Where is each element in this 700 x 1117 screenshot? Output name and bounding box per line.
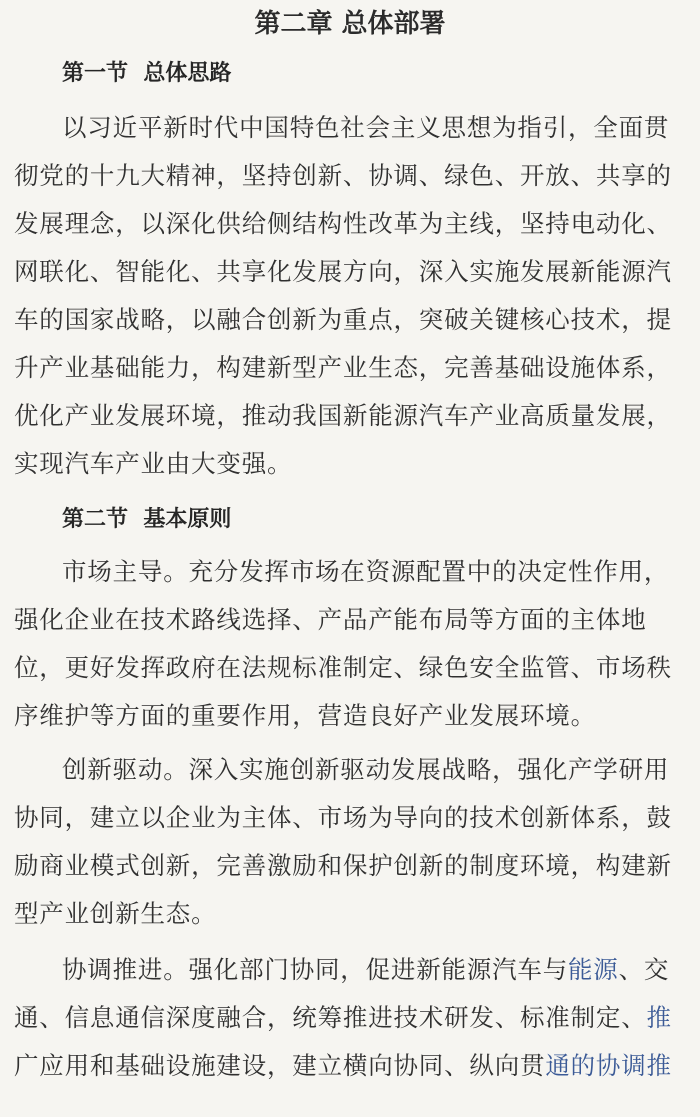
text-span: 广应用和基础设施建设，建立横向协同、纵向贯 [14,1051,546,1080]
paragraph-overview [14,104,694,488]
highlighted-text: 通的协调推 [545,1051,672,1080]
text-line [14,1042,694,1090]
text-line: 协同，建立以企业为主体、市场为导向的技术创新体系，鼓 [14,803,672,832]
text-span: 通、信息通信深度融合，统筹推进技术研发、标准制定、 [14,1003,647,1032]
highlighted-text: 推 [646,1003,672,1032]
text-line: 发展理念，以深化供给侧结构性改革为主线，坚持电动化、 [14,209,672,238]
text-line [14,946,694,994]
text-line: 强化企业在技术路线选择、产品产能布局等方面的主体地 [14,605,647,634]
section-heading-overview: 第一节 总体思路 [62,61,232,86]
paragraph-innovation-driven [14,746,694,938]
text-line: 位，更好发挥政府在法规标准制定、绿色安全监管、市场秩 [14,653,672,682]
text-line: 型产业创新生态。 [14,899,217,928]
text-line: 彻党的十九大精神，坚持创新、协调、绿色、开放、共享的 [14,161,672,190]
text-line: 升产业基础能力，构建新型产业生态，完善基础设施体系， [14,353,672,382]
text-line: 市场主导。充分发挥市场在资源配置中的决定性作用， [62,557,670,586]
highlighted-text: 能源 [568,955,619,984]
section-heading-principles: 第二节 基本原则 [62,507,232,532]
text-line: 励商业模式创新，完善激励和保护创新的制度环境，构建新 [14,851,672,880]
text-line: 优化产业发展环境，推动我国新能源汽车产业高质量发展， [14,401,672,430]
text-line: 序维护等方面的重要作用，营造良好产业发展环境。 [14,701,596,730]
text-span: 、交 [618,955,670,984]
text-line [14,994,694,1042]
text-span: 协调推进。强化部门协同，促进新能源汽车与 [62,955,568,984]
text-line: 车的国家战略，以融合创新为重点，突破关键核心技术，提 [14,305,672,334]
paragraph-market-led [14,548,694,740]
paragraph-coordinated [14,946,694,1090]
text-line: 网联化、智能化、共享化发展方向，深入实施发展新能源汽 [14,257,672,286]
text-line: 创新驱动。深入实施创新驱动发展战略，强化产学研用 [62,755,670,784]
text-line: 以习近平新时代中国特色社会主义思想为指引，全面贯 [62,113,670,142]
chapter-title: 第二章 总体部署 [254,9,446,39]
text-line: 实现汽车产业由大变强。 [14,449,293,478]
